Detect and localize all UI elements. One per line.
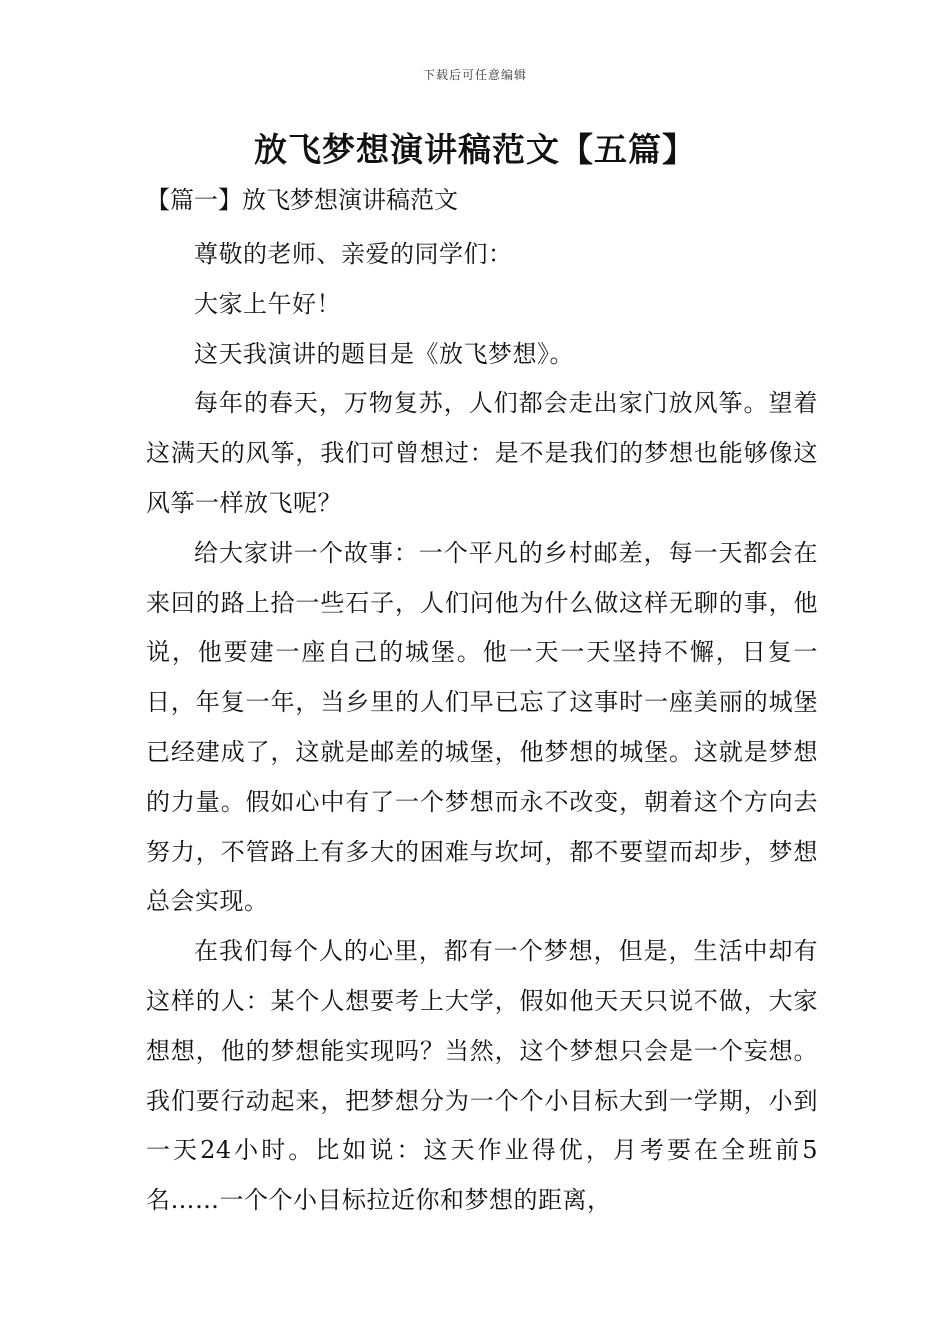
paragraph-action-goals: 在我们每个人的心里，都有一个梦想，但是，生活中却有这样的人：某个人想要考上大学，假如他天天只说不做，大家想想，他的梦想能实现吗？当然，这个梦想只会是一个妄想。我们要行动起来，把梦想分为一个个小目标大到一学期，小到一天24小时。比如说：这天作业得优，月考要在全班前5名……一个个小目标拉近你和梦想的距离，: [146, 937, 818, 1215]
body-text: [146, 230, 818, 1226]
paragraph-topic: 这天我演讲的题目是《放飞梦想》。: [194, 339, 574, 368]
paragraph-salutation: 尊敬的老师、亲爱的同学们：: [194, 240, 513, 268]
paragraph-postman-story: 给大家讲一个故事：一个平凡的乡村邮差，每一天都会在来回的路上拾一些石子，人们问他为什么做这样无聊的事，他说，他要建一座自己的城堡。他一天一天坚持不懈，日复一日，年复一年，当乡里的人们早已忘了这事时一座美丽的城堡已经建成了，这就是邮差的城堡，他梦想的城堡。这就是梦想的力量。假如心中有了一个梦想而永不改变，朝着这个方向去努力，不管路上有多大的困难与坎坷，都不要望而却步，梦想总会实现。: [146, 538, 818, 916]
paragraph-greeting: 大家上午好！: [194, 289, 341, 318]
section-heading: 【篇一】放飞梦想演讲稿范文: [146, 186, 458, 214]
document-title: 放飞梦想演讲稿范文【五篇】: [254, 130, 696, 169]
header-note: 下载后可任意编辑: [422, 68, 527, 82]
paragraph-spring-kites: 每年的春天，万物复苏，人们都会走出家门放风筝。望着这满天的风筝，我们可曾想过：是不是我们的梦想也能够像这风筝一样放飞呢？: [146, 389, 818, 517]
